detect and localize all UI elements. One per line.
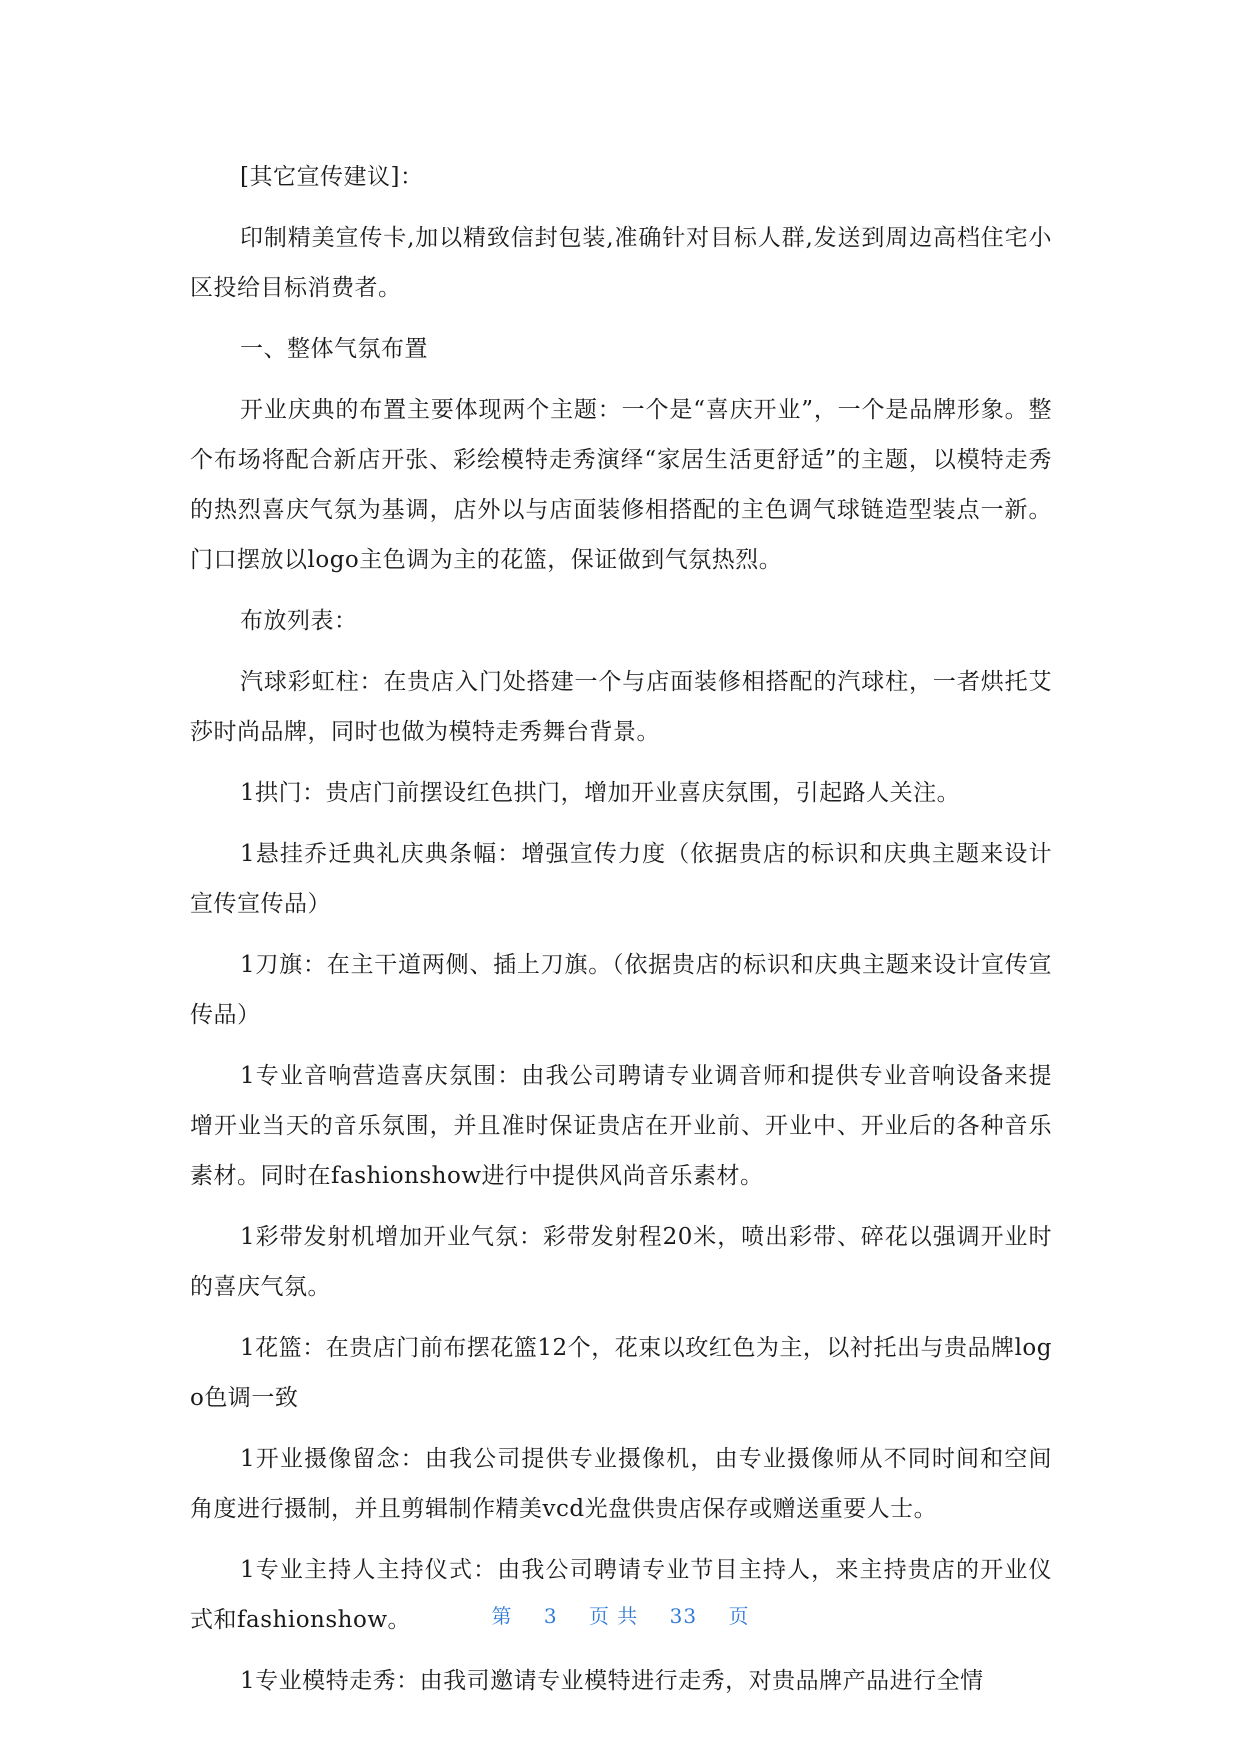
list-item: 1专业音响营造喜庆氛围：由我公司聘请专业调音师和提供专业音响设备来提增开业当天的音乐氛围，并且准时保证贵店在开业前、开业中、开业后的各种音乐素材。同时在fashionshow进行中提供风尚音乐素材。 — [190, 1063, 1052, 1189]
list-item: 1悬挂乔迁典礼庆典条幅：增强宣传力度（依据贵店的标识和庆典主题来设计宣传宣传品） — [190, 841, 1052, 917]
page-footer — [0, 1600, 1241, 1629]
list-item: 1拱门：贵店门前摆设红色拱门，增加开业喜庆氛围，引起路人关注。 — [240, 780, 961, 806]
list-item: 汽球彩虹柱：在贵店入门处搭建一个与店面装修相搭配的汽球柱，一者烘托艾莎时尚品牌，同时也做为模特走秀舞台背景。 — [190, 669, 1052, 745]
footer-page-number: 3 — [543, 1604, 558, 1628]
list-item: 1彩带发射机增加开业气氛：彩带发射程20米，喷出彩带、碎花以强调开业时的喜庆气氛。 — [190, 1224, 1052, 1300]
document-body — [190, 152, 1052, 1717]
list-heading: 布放列表： — [240, 608, 358, 634]
paragraph: [其它宣传建议]： — [240, 164, 424, 190]
footer-total-pages: 33 — [669, 1604, 698, 1628]
footer-label-ye-gong: 页 共 — [588, 1604, 639, 1628]
list-item: 1刀旗：在主干道两侧、插上刀旗。（依据贵店的标识和庆典主题来设计宣传宣传品） — [190, 952, 1052, 1028]
list-item: 1花篮：在贵店门前布摆花篮12个，花束以玫红色为主，以衬托出与贵品牌logo色调一致 — [190, 1335, 1052, 1411]
footer-label-di: 第 — [491, 1604, 513, 1628]
list-item: 1专业主持人主持仪式：由我公司聘请专业节目主持人，来主持贵店的开业仪式和fashionshow。 — [190, 1557, 1052, 1633]
section-heading: 一、整体气氛布置 — [240, 336, 428, 362]
list-item: 1专业模特走秀：由我司邀请专业模特进行走秀，对贵品牌产品进行全情 — [240, 1668, 984, 1694]
paragraph: 开业庆典的布置主要体现两个主题：一个是“喜庆开业”，一个是品牌形象。整个布场将配合新店开张、彩绘模特走秀演绎“家居生活更舒适”的主题，以模特走秀的热烈喜庆气氛为基调，店外以与店面装修相搭配的主色调气球链造型装点一新。门口摆放以logo主色调为主的花篮，保证做到气氛热烈。 — [190, 397, 1052, 573]
paragraph: 印制精美宣传卡,加以精致信封包装,准确针对目标人群,发送到周边高档住宅小区投给目标消费者。 — [190, 225, 1052, 301]
footer-label-ye: 页 — [728, 1604, 750, 1628]
list-item: 1开业摄像留念：由我公司提供专业摄像机，由专业摄像师从不同时间和空间角度进行摄制，并且剪辑制作精美vcd光盘供贵店保存或赠送重要人士。 — [190, 1446, 1052, 1522]
